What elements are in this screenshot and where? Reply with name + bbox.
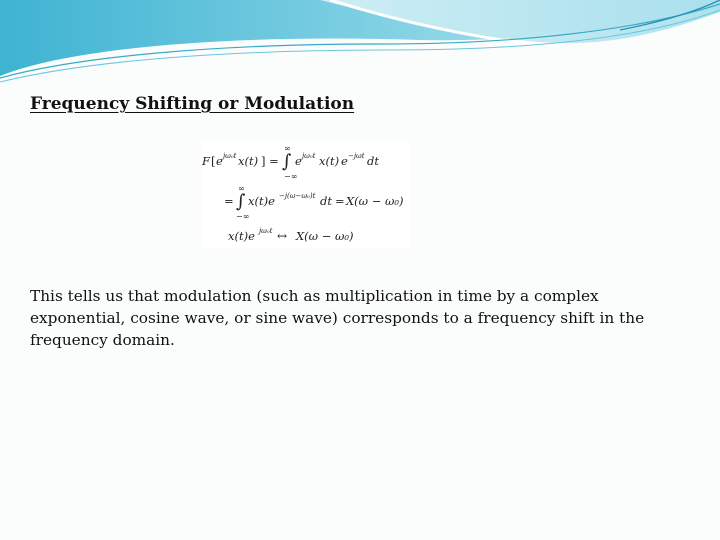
header-wave-decoration [0,0,720,90]
slide-title: Frequency Shifting or Modulation [30,94,355,114]
svg-text:x(t)e: x(t)e [248,194,275,208]
svg-text:F: F [202,154,210,168]
svg-text:=: = [224,194,234,208]
modulation-formula-image [202,140,410,248]
svg-text:↔: ↔ [277,229,288,243]
svg-text:X(ω − ω₀): X(ω − ω₀) [296,229,354,243]
svg-text:[: [ [211,154,216,168]
svg-text:−j(ω−ω₀)t: −j(ω−ω₀)t [279,192,316,200]
svg-text:e: e [341,154,348,168]
svg-text:] =: ] = [261,154,279,168]
svg-text:x(t)e: x(t)e [228,229,255,243]
svg-text:∫: ∫ [236,191,246,212]
svg-text:−∞: −∞ [236,212,250,221]
svg-text:dt: dt [320,194,332,208]
svg-text:e: e [216,154,223,168]
svg-text:X(ω − ω₀): X(ω − ω₀) [346,194,404,208]
svg-text:dt: dt [367,154,379,168]
svg-text:x(t): x(t) [319,154,340,168]
svg-text:∫: ∫ [282,151,292,172]
formula-graphic [202,140,410,248]
svg-text:=: = [335,194,345,208]
svg-text:jω₀t: jω₀t [223,152,237,160]
body-paragraph: This tells us that modulation (such as multiplication in time by a complex exponential, cosine wave, or sine wave) corresponds to a frequency shift in the frequency domain. [30,287,645,349]
svg-text:x(t): x(t) [238,154,259,168]
svg-text:e: e [295,154,302,168]
svg-text:jω₀t: jω₀t [259,227,273,235]
svg-text:jω₀t: jω₀t [302,152,316,160]
svg-text:−jωt: −jωt [348,152,365,160]
svg-text:∞: ∞ [284,144,291,153]
svg-text:−∞: −∞ [284,172,298,181]
svg-text:∞: ∞ [238,184,245,193]
